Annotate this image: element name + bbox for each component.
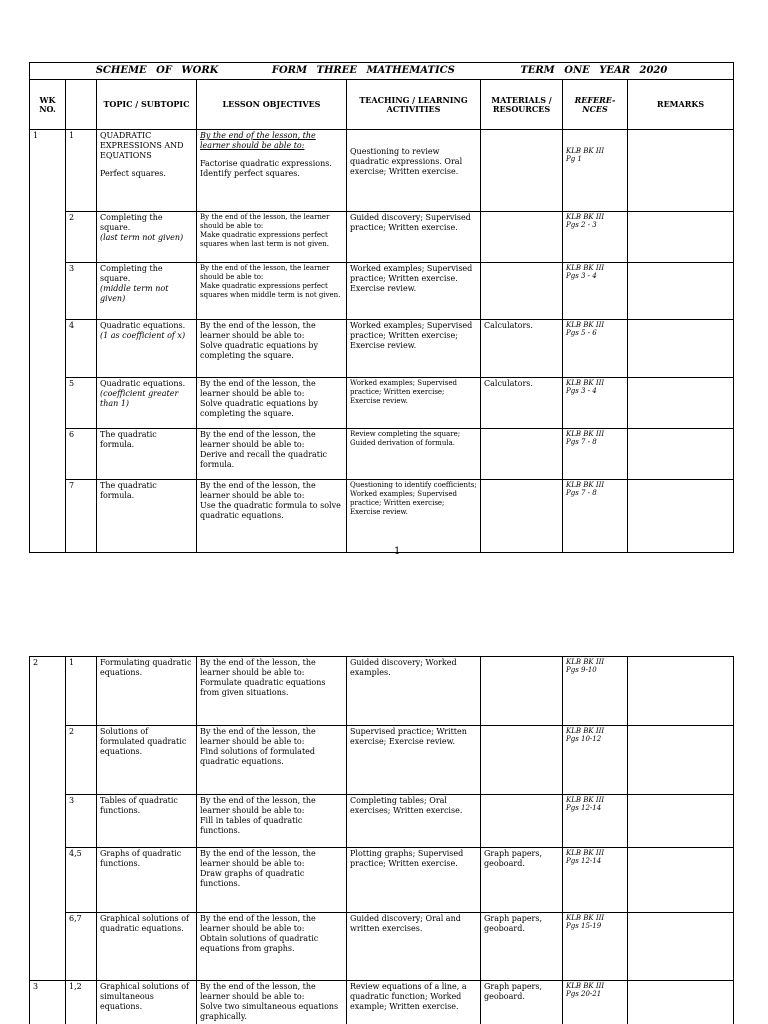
remarks-cell xyxy=(628,429,734,480)
topic-title: The quadratic formula. xyxy=(100,481,157,500)
objective-body: Draw graphs of quadratic functions. xyxy=(200,869,305,888)
activities-cell: Worked examples; Supervised practice; Written exercise; Exercise review. xyxy=(347,378,481,429)
header-row xyxy=(30,80,734,130)
references-cell xyxy=(563,429,628,480)
lesson-number: 4 xyxy=(66,320,97,378)
remarks-cell xyxy=(628,657,734,726)
activities-cell: Supervised practice; Written exercise; Exercise review. xyxy=(347,726,481,795)
ref-pages: Pgs 10-12 xyxy=(566,735,602,743)
remarks-cell xyxy=(628,795,734,848)
topic-cell: Tables of quadratic functions. xyxy=(97,795,197,848)
lesson-number: 1 xyxy=(66,130,97,212)
activities-cell: Worked examples; Supervised practice; Written exercise. Exercise review. xyxy=(347,263,481,320)
ref-book: KLB BK III xyxy=(566,264,605,272)
objectives-cell xyxy=(197,429,347,480)
topic-cell xyxy=(97,212,197,263)
objectives-cell xyxy=(197,480,347,553)
ref-pages: Pg 1 xyxy=(566,155,582,163)
topic-cell xyxy=(97,263,197,320)
table-row xyxy=(30,981,734,1024)
ref-book: KLB BK III xyxy=(566,379,605,387)
week-number: 1 xyxy=(30,130,66,553)
materials-cell xyxy=(481,130,563,212)
table-row xyxy=(30,795,734,848)
objective-intro: By the end of the lesson, the learner should be able to: xyxy=(200,131,316,150)
activities-cell: Plotting graphs; Supervised practice; Written exercise. xyxy=(347,848,481,913)
references-cell xyxy=(563,981,628,1024)
lesson-number: 6,7 xyxy=(66,913,97,981)
materials-cell: Calculators. xyxy=(481,378,563,429)
objective-intro: By the end of the lesson, the learner should be able to: xyxy=(200,982,316,1001)
table-row xyxy=(30,130,734,212)
remarks-cell xyxy=(628,130,734,212)
topic-cell: Graphical solutions of simultaneous equations. xyxy=(97,981,197,1024)
table-row xyxy=(30,320,734,378)
objective-body: Formulate quadratic equations from given situations. xyxy=(200,678,326,697)
lesson-number: 1 xyxy=(66,657,97,726)
materials-cell: Graph papers, geoboard. xyxy=(481,913,563,981)
objective-intro: By the end of the lesson, the learner should be able to: xyxy=(200,727,316,746)
table-row xyxy=(30,726,734,795)
objective-body: Solve two simultaneous equations graphically. xyxy=(200,1002,339,1021)
objectives-cell xyxy=(197,130,347,212)
references-cell xyxy=(563,130,628,212)
scheme-table-page-1 xyxy=(29,62,734,553)
activities-cell: Review completing the square; Guided derivation of formula. xyxy=(347,429,481,480)
table-row xyxy=(30,480,734,553)
references-cell xyxy=(563,320,628,378)
table-row xyxy=(30,378,734,429)
objective-intro: By the end of the lesson, the learner should be able to: xyxy=(200,658,316,677)
table-row xyxy=(30,429,734,480)
topic-cell xyxy=(97,480,197,553)
remarks-cell xyxy=(628,848,734,913)
ref-book: KLB BK III xyxy=(566,147,605,155)
remarks-cell xyxy=(628,726,734,795)
remarks-cell xyxy=(628,212,734,263)
ref-book: KLB BK III xyxy=(566,796,605,804)
references-cell xyxy=(563,378,628,429)
table-row xyxy=(30,263,734,320)
references-cell xyxy=(563,726,628,795)
header-activities: TEACHING / LEARNING ACTIVITIES xyxy=(347,80,481,130)
ref-pages: Pgs 3 - 4 xyxy=(566,272,597,280)
objectives-cell xyxy=(197,726,347,795)
objective-intro: By the end of the lesson, the learner should be able to: xyxy=(200,430,316,449)
lesson-number: 3 xyxy=(66,795,97,848)
lesson-number: 5 xyxy=(66,378,97,429)
references-cell xyxy=(563,913,628,981)
references-cell xyxy=(563,263,628,320)
objective-intro: By the end of the lesson, the learner should be able to: xyxy=(200,379,316,398)
objective-body: Factorise quadratic expressions. Identify perfect squares. xyxy=(200,159,332,178)
ref-book: KLB BK III xyxy=(566,213,605,221)
lesson-number: 1,2 xyxy=(66,981,97,1024)
materials-cell xyxy=(481,263,563,320)
subtopic: (last term not given) xyxy=(100,233,184,242)
banner-scheme: SCHEME OF WORK xyxy=(95,65,219,76)
lesson-number: 7 xyxy=(66,480,97,553)
topic-cell: Formulating quadratic equations. xyxy=(97,657,197,726)
activities-cell: Guided discovery; Oral and written exercises. xyxy=(347,913,481,981)
topic-cell: Graphs of quadratic functions. xyxy=(97,848,197,913)
topic-cell xyxy=(97,429,197,480)
topic-title: Quadratic equations. xyxy=(100,321,186,330)
remarks-cell xyxy=(628,981,734,1024)
remarks-cell xyxy=(628,378,734,429)
page-number: 1 xyxy=(394,546,401,557)
topic-cell xyxy=(97,130,197,212)
materials-cell xyxy=(481,657,563,726)
materials-cell xyxy=(481,429,563,480)
subtopic: Perfect squares. xyxy=(100,169,166,178)
header-remarks: REMARKS xyxy=(628,80,734,130)
header-wk: WK NO. xyxy=(30,80,66,130)
materials-cell xyxy=(481,212,563,263)
header-references: REFERE-NCES xyxy=(563,80,628,130)
activities-cell: Questioning to identify coefficients; Worked examples; Supervised practice; Written exercise; Exercise review. xyxy=(347,480,481,553)
ref-book: KLB BK III xyxy=(566,481,605,489)
topic-title: QUADRATIC EXPRESSIONS AND EQUATIONS xyxy=(100,131,184,160)
objective-intro: By the end of the lesson, the learner should be able to: xyxy=(200,914,316,933)
ref-pages: Pgs 15-19 xyxy=(566,922,602,930)
materials-cell: Calculators. xyxy=(481,320,563,378)
header-objectives: LESSON OBJECTIVES xyxy=(197,80,347,130)
activities-cell xyxy=(347,130,481,212)
lesson-number: 2 xyxy=(66,212,97,263)
lesson-number: 3 xyxy=(66,263,97,320)
topic-cell: Solutions of formulated quadratic equations. xyxy=(97,726,197,795)
banner-row xyxy=(30,63,734,80)
activities-text: Questioning to review quadratic expressions. Oral exercise; Written exercise. xyxy=(350,147,463,176)
topic-title: Quadratic equations. xyxy=(100,379,186,388)
topic-title: Completing the square. xyxy=(100,213,163,232)
topic-cell xyxy=(97,378,197,429)
objective-intro: By the end of the lesson, the learner should be able to: xyxy=(200,321,316,340)
remarks-cell xyxy=(628,480,734,553)
objective-body: Find solutions of formulated quadratic equations. xyxy=(200,747,316,766)
activities-cell: Worked examples; Supervised practice; Written exercise; Exercise review. xyxy=(347,320,481,378)
topic-title: The quadratic formula. xyxy=(100,430,157,449)
objective-intro: By the end of the lesson, the learner should be able to: xyxy=(200,849,316,868)
objective-body: Obtain solutions of quadratic equations from graphs. xyxy=(200,934,319,953)
ref-pages: Pgs 2 - 3 xyxy=(566,221,597,229)
objectives-cell xyxy=(197,320,347,378)
ref-pages: Pgs 9-10 xyxy=(566,666,597,674)
objectives-cell xyxy=(197,212,347,263)
ref-book: KLB BK III xyxy=(566,321,605,329)
objectives-cell xyxy=(197,795,347,848)
ref-pages: Pgs 12-14 xyxy=(566,804,602,812)
subtopic: (1 as coefficient of x) xyxy=(100,331,186,340)
activities-cell: Review equations of a line, a quadratic function; Worked example; Written exercise. xyxy=(347,981,481,1024)
references-cell xyxy=(563,212,628,263)
objectives-cell xyxy=(197,913,347,981)
banner-form: FORM THREE MATHEMATICS xyxy=(271,65,455,76)
subtopic: (coefficient greater than 1) xyxy=(100,389,179,408)
materials-cell: Graph papers, geoboard. xyxy=(481,848,563,913)
week-number: 3 xyxy=(30,981,66,1024)
objectives-cell xyxy=(197,263,347,320)
objective-body: Solve quadratic equations by completing the square. xyxy=(200,341,319,360)
topic-title: Completing the square. xyxy=(100,264,163,283)
lesson-number: 6 xyxy=(66,429,97,480)
ref-pages: Pgs 12-14 xyxy=(566,857,602,865)
objectives-cell xyxy=(197,848,347,913)
ref-book: KLB BK III xyxy=(566,914,605,922)
objective-body: Make quadratic expressions perfect squares when last term is not given. xyxy=(200,231,330,248)
objective-intro: By the end of the lesson, the learner should be able to: xyxy=(200,796,316,815)
materials-cell xyxy=(481,726,563,795)
objective-intro: By the end of the lesson, the learner should be able to: xyxy=(200,481,316,500)
remarks-cell xyxy=(628,263,734,320)
header-topic: TOPIC / SUBTOPIC xyxy=(97,80,197,130)
header-lesson xyxy=(66,80,97,130)
objectives-cell xyxy=(197,378,347,429)
table-row xyxy=(30,657,734,726)
objectives-cell xyxy=(197,657,347,726)
table-row xyxy=(30,212,734,263)
activities-cell: Completing tables; Oral exercises; Written exercise. xyxy=(347,795,481,848)
objective-body: Derive and recall the quadratic formula. xyxy=(200,450,328,469)
banner-cell xyxy=(30,63,734,80)
references-cell xyxy=(563,795,628,848)
scheme-table-page-2 xyxy=(29,656,734,1024)
topic-cell: Graphical solutions of quadratic equations. xyxy=(97,913,197,981)
objective-body: Use the quadratic formula to solve quadratic equations. xyxy=(200,501,341,520)
activities-cell: Guided discovery; Supervised practice; Written exercise. xyxy=(347,212,481,263)
remarks-cell xyxy=(628,320,734,378)
objective-intro: By the end of the lesson, the learner should be able to: xyxy=(200,213,330,230)
lesson-number: 2 xyxy=(66,726,97,795)
objective-body: Make quadratic expressions perfect squares when middle term is not given. xyxy=(200,282,341,299)
references-cell xyxy=(563,480,628,553)
references-cell xyxy=(563,657,628,726)
ref-pages: Pgs 20-21 xyxy=(566,990,602,998)
ref-pages: Pgs 5 - 6 xyxy=(566,329,597,337)
ref-pages: Pgs 7 - 8 xyxy=(566,438,597,446)
objective-intro: By the end of the lesson, the learner should be able to: xyxy=(200,264,330,281)
header-materials: MATERIALS / RESOURCES xyxy=(481,80,563,130)
objective-body: Solve quadratic equations by completing the square. xyxy=(200,399,319,418)
ref-pages: Pgs 7 - 8 xyxy=(566,489,597,497)
week-number: 2 xyxy=(30,657,66,981)
materials-cell xyxy=(481,480,563,553)
objective-body: Fill in tables of quadratic functions. xyxy=(200,816,303,835)
ref-book: KLB BK III xyxy=(566,727,605,735)
activities-cell: Guided discovery; Worked examples. xyxy=(347,657,481,726)
table-row xyxy=(30,848,734,913)
remarks-cell xyxy=(628,913,734,981)
materials-cell xyxy=(481,795,563,848)
lesson-number: 4,5 xyxy=(66,848,97,913)
table-row xyxy=(30,913,734,981)
ref-book: KLB BK III xyxy=(566,849,605,857)
subtopic: (middle term not given) xyxy=(100,284,169,303)
topic-cell xyxy=(97,320,197,378)
objectives-cell xyxy=(197,981,347,1024)
materials-cell: Graph papers, geoboard. xyxy=(481,981,563,1024)
ref-pages: Pgs 3 - 4 xyxy=(566,387,597,395)
ref-book: KLB BK III xyxy=(566,430,605,438)
banner-term: TERM ONE YEAR 2020 xyxy=(520,65,668,76)
ref-book: KLB BK III xyxy=(566,982,605,990)
ref-book: KLB BK III xyxy=(566,658,605,666)
references-cell xyxy=(563,848,628,913)
